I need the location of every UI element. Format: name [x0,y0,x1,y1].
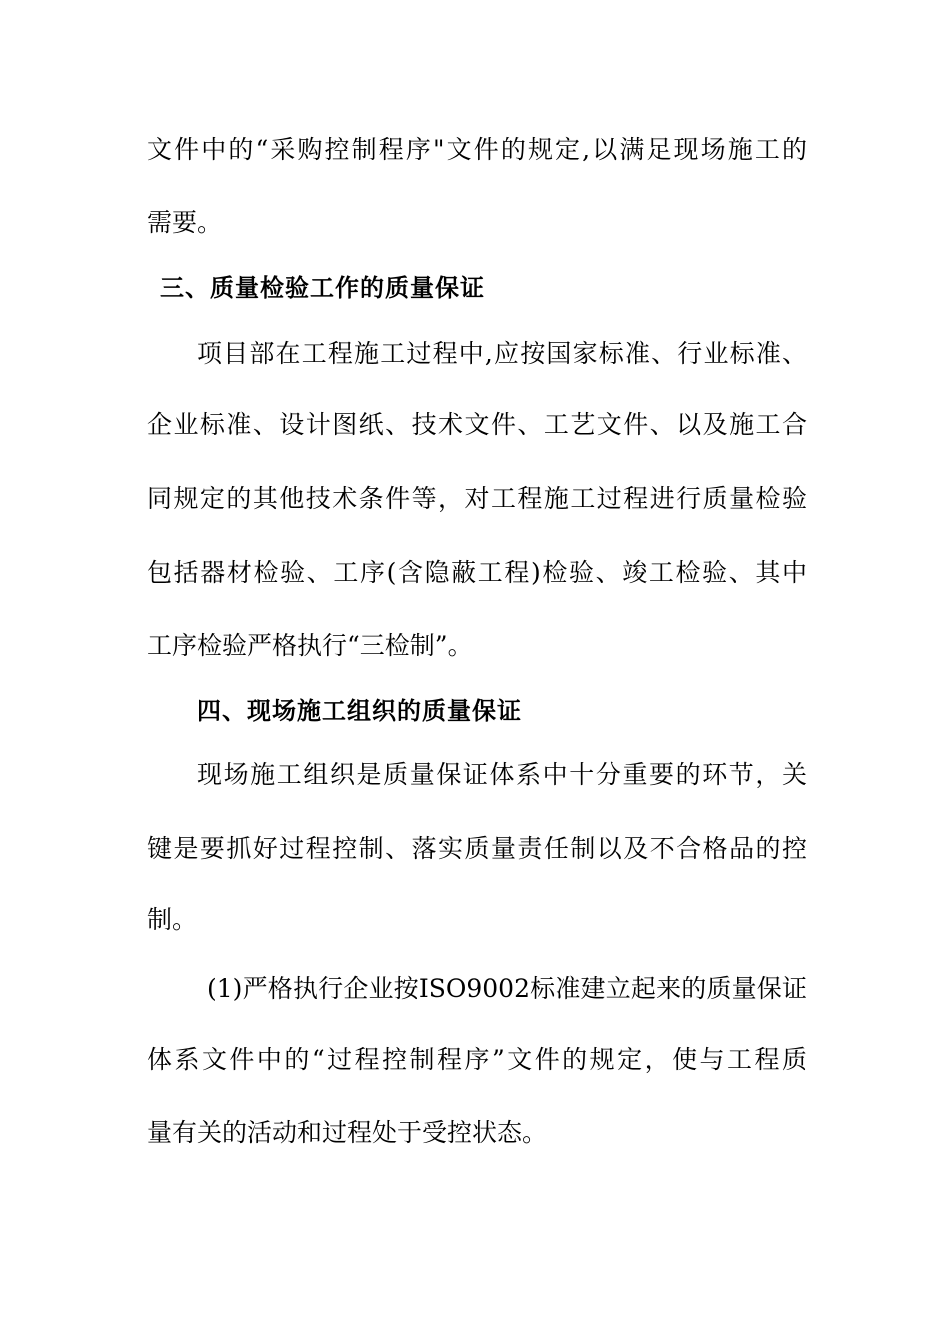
paragraph-line: 键是要抓好过程控制、落实质量责任制以及不合格品的控 [147,834,807,863]
paragraph-line: 包括器材检验、工序(含隐蔽工程)检验、竣工检验、其中 [147,558,807,587]
paragraph-line: 同规定的其他技术条件等，对工程施工过程进行质量检验 [147,484,807,513]
section-heading-3: 三、质量检验工作的质量保证 [160,274,485,302]
paragraph-line: 项目部在工程施工过程中,应按国家标准、行业标准、 [197,339,807,368]
paragraph-line: (1)严格执行企业按ISO9002标准建立起来的质量保证 [207,974,807,1003]
paragraph-line: 需要。 [147,208,223,237]
paragraph-line: 体系文件中的“过程控制程序”文件的规定，使与工程质 [147,1045,807,1074]
paragraph-line: 现场施工组织是质量保证体系中十分重要的环节，关 [197,760,807,789]
paragraph-line: 制。 [147,905,198,934]
paragraph-line: 工序检验严格执行“三检制”。 [147,631,473,660]
paragraph-line: 文件中的“采购控制程序"文件的规定,以满足现场施工的 [147,135,807,164]
paragraph-line: 量有关的活动和过程处于受控状态。 [147,1118,548,1147]
paragraph-line: 企业标准、设计图纸、技术文件、工艺文件、以及施工合 [147,410,807,439]
section-heading-4: 四、现场施工组织的质量保证 [197,697,522,725]
